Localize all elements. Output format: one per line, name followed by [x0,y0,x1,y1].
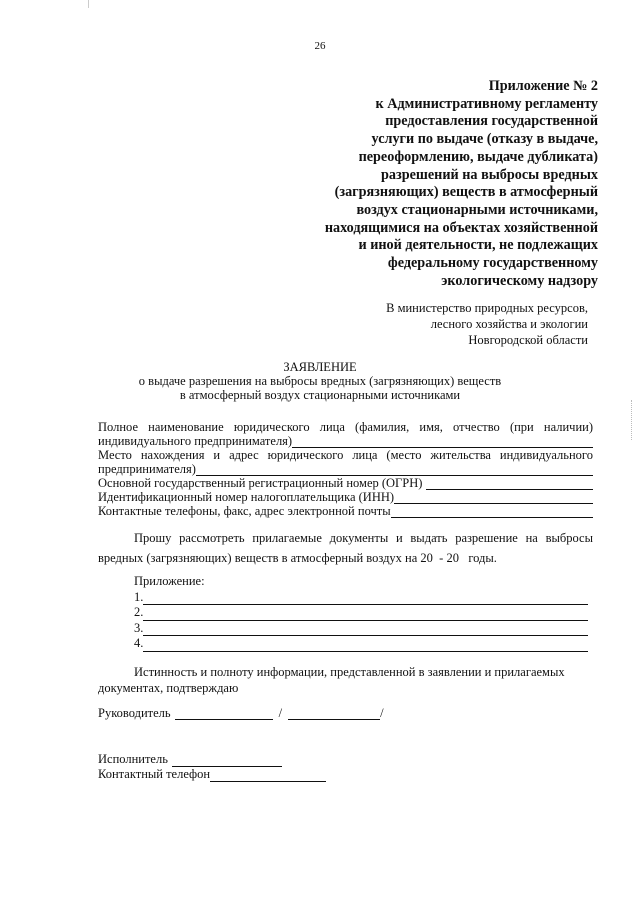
phone-underline[interactable] [210,770,326,782]
appendix-line: воздух стационарными источниками, [356,201,598,218]
ogrn-field[interactable] [98,476,593,490]
applicant-fields [98,420,593,518]
appendix-line: (загрязняющих) веществ в атмосферный [334,184,598,201]
attachment-number: 3. [134,620,144,635]
confirmation-paragraph [98,664,593,696]
attachment-underline[interactable] [143,624,588,636]
document-subtitle-line: в атмосферный воздух стационарными источниками [179,388,461,402]
address-label-line1: Место нахождения и адрес юридического лица (место жительства индивидуального [98,448,593,462]
full-name-label-line2: индивидуального предпринимателя) [98,434,293,448]
document-subtitle-line: о выдаче разрешения на выбросы вредных (загрязняющих) веществ [138,374,502,388]
full-name-label-line1: Полное наименование юридического лица (фамилия, имя, отчество (при наличии) [98,420,593,434]
attachment-item[interactable] [134,621,588,637]
executor-label: Исполнитель [98,752,168,766]
full-name-field[interactable] [98,434,593,448]
confirm-line2: документах, подтверждаю [98,681,239,695]
appendix-line: и иной деятельности, не подлежащих [358,237,598,254]
executor-row [98,752,593,767]
contacts-field[interactable] [98,504,593,518]
attachment-number: 1. [134,589,144,604]
addressee-line: Новгородской области [468,333,588,347]
attachment-item[interactable] [134,605,588,621]
attachment-number: 4. [134,636,144,650]
attachments-label: Приложение: [134,574,205,588]
inn-label: Идентификационный номер налогоплательщика (ИНН) [98,490,395,504]
attachment-underline[interactable] [143,640,588,652]
head-signature-underline[interactable] [175,708,273,720]
signature-slash: / [278,706,283,720]
confirm-line1: Истинность и полноту информации, представленной в заявлении и прилагаемых [134,665,565,679]
address-underline[interactable] [196,464,593,476]
attachment-item[interactable] [134,590,588,606]
request-paragraph [98,528,593,568]
ogrn-underline[interactable] [426,478,593,490]
contacts-label: Контактные телефоны, факс, адрес электронной почты [98,504,391,518]
address-field[interactable] [98,462,593,476]
full-name-underline[interactable] [292,436,593,448]
contacts-underline[interactable] [391,506,593,518]
head-signature-row [98,706,593,720]
scan-margin-marks [631,400,634,440]
addressee-line: лесного хозяйства и экологии [430,317,588,331]
appendix-line: предоставления государственной [385,113,598,130]
attachments-block [134,574,588,652]
appendix-line: находящимися на объектах хозяйственной [324,219,598,236]
address-label-line2: предпринимателя) [98,462,196,476]
attachment-underline[interactable] [143,609,588,621]
appendix-line: экологическому надзору [441,272,598,289]
appendix-line: Приложение № 2 [488,78,598,94]
attachment-number: 2. [134,605,144,619]
request-line1: Прошу рассмотреть прилагаемые документы и выдать разрешение на выбросы [134,531,593,545]
phone-label: Контактный телефон [98,767,211,781]
phone-row [98,767,593,782]
page-number: 26 [314,40,326,52]
appendix-line: к Административному регламенту [375,95,598,112]
inn-field[interactable] [98,490,593,504]
executor-block [98,752,593,782]
document-title: ЗАЯВЛЕНИЕ [283,360,357,374]
head-signature [98,706,593,720]
addressee-line: В министерство природных ресурсов, [386,301,588,315]
head-name-underline[interactable] [288,708,380,720]
inn-underline[interactable] [394,492,593,504]
executor-underline[interactable] [172,755,282,767]
document-title-block [0,360,640,402]
addressee-block [328,300,588,348]
attachment-item[interactable] [134,636,588,652]
scan-dot [88,0,89,8]
appendix-line: услуги по выдаче (отказу в выдаче, [371,131,598,148]
head-label: Руководитель [98,706,171,720]
appendix-header [278,78,598,290]
signature-slash: / [380,706,384,720]
appendix-line: разрешений на выбросы вредных [381,166,598,183]
ogrn-label: Основной государственный регистрационный номер (ОГРН) [98,476,423,490]
appendix-line: федеральному государственному [387,255,598,272]
attachment-underline[interactable] [143,593,588,605]
appendix-line: переоформлению, выдаче дубликата) [358,148,598,165]
request-line2: вредных (загрязняющих) веществ в атмосферный воздух на 20 - 20 годы. [98,551,497,565]
